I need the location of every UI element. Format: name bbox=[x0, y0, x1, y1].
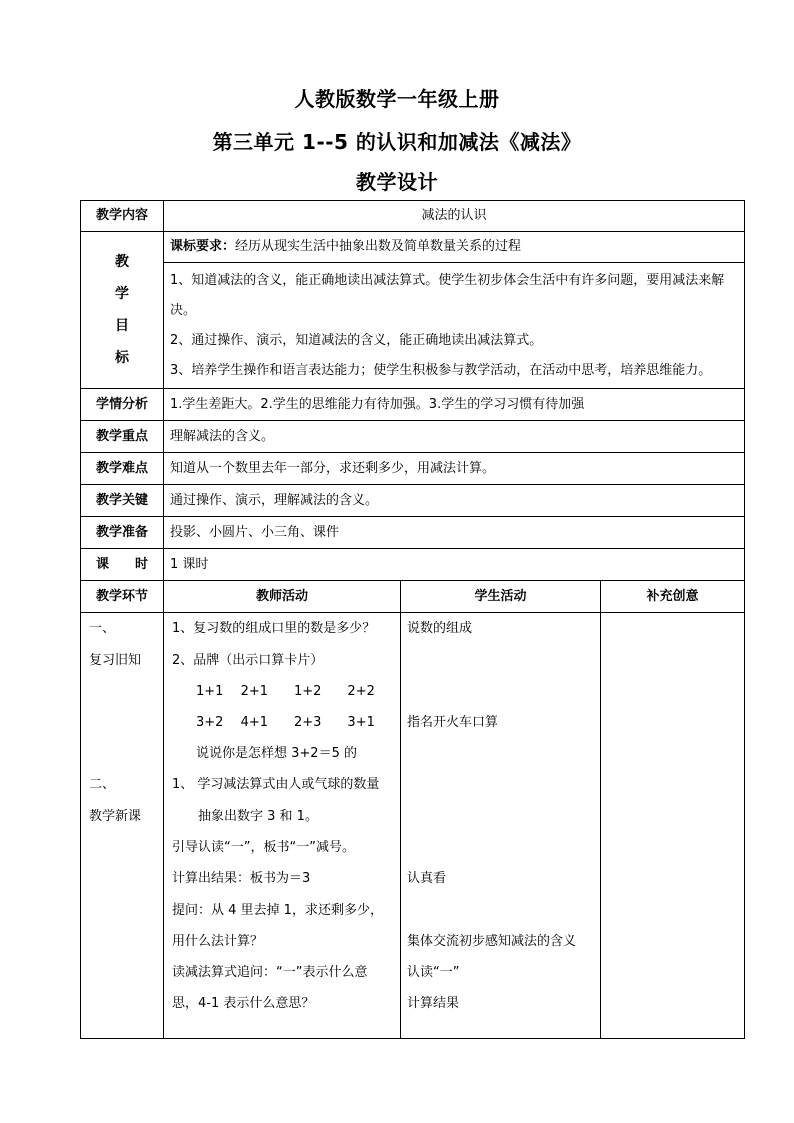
teacher-line: 用什么法计算？ bbox=[172, 934, 264, 949]
row-prep bbox=[81, 517, 745, 549]
stage-label: 教学新课 bbox=[89, 809, 142, 824]
value-analysis: 1.学生差距大。2.学生的思维能力有待加强。3.学生的学习习惯有待加强 bbox=[164, 389, 745, 421]
header-extra: 补充创意 bbox=[601, 581, 745, 613]
label-key: 教学重点 bbox=[81, 421, 164, 453]
stage-column bbox=[81, 613, 164, 1039]
teacher-line: 读减法算式追问：“一”表示什么意 bbox=[172, 965, 368, 980]
row-process-header bbox=[81, 581, 745, 613]
row-process bbox=[81, 613, 745, 1039]
teacher-line: 抽象出数字 3 和 1。 bbox=[198, 809, 318, 824]
lesson-table bbox=[80, 200, 745, 1039]
teacher-line: 1、复习数的组成口里的数是多少？ bbox=[172, 621, 376, 636]
standard-text: 经历从现实生活中抽象出数及简单数量关系的过程 bbox=[235, 239, 522, 254]
teacher-line: 计算出结果：板书为＝3 bbox=[172, 871, 311, 886]
goal-char: 学 bbox=[115, 286, 129, 302]
standard-label: 课标要求： bbox=[170, 239, 236, 254]
header-student: 学生活动 bbox=[401, 581, 601, 613]
value-key: 理解减法的含义。 bbox=[164, 421, 745, 453]
student-line: 集体交流初步感知减法的含义 bbox=[407, 934, 577, 949]
student-line: 计算结果 bbox=[407, 996, 460, 1011]
goals-cell bbox=[164, 263, 745, 389]
value-difficulty: 知道从一个数里去年一部分，求还剩多少，用减法计算。 bbox=[164, 453, 745, 485]
label-analysis: 学情分析 bbox=[81, 389, 164, 421]
row-goals bbox=[81, 263, 745, 389]
extra-column bbox=[601, 613, 745, 1039]
row-analysis bbox=[81, 389, 745, 421]
student-line: 认读“一” bbox=[407, 965, 460, 980]
stage-label: 二、 bbox=[89, 777, 116, 792]
goal-char: 标 bbox=[115, 350, 129, 366]
row-difficulty bbox=[81, 453, 745, 485]
student-line: 指名开火车口算 bbox=[407, 715, 499, 730]
goal-item: 1、知道减法的含义，能正确地读出减法算式。使学生初步体会生活中有许多问题，要用减法来解决。 bbox=[170, 272, 725, 318]
goal-char: 目 bbox=[115, 318, 129, 334]
row-key bbox=[81, 421, 745, 453]
doc-subtitle: 第三单元 1--5 的认识和加减法《减法》 bbox=[212, 130, 582, 154]
teacher-line: 提问：从 4 里去掉 1，求还剩多少， bbox=[172, 903, 383, 918]
doc-heading: 教学设计 bbox=[356, 170, 438, 194]
student-line: 说数的组成 bbox=[407, 621, 473, 636]
teacher-line: 1+1 2+1 1+2 2+2 bbox=[196, 684, 375, 699]
goal-char: 教 bbox=[115, 254, 129, 270]
label-time: 课 时 bbox=[81, 549, 164, 581]
teacher-line: 2、品牌（出示口算卡片） bbox=[172, 653, 324, 668]
header-teacher: 教师活动 bbox=[164, 581, 401, 613]
teacher-line: 思，4-1 表示什么意思？ bbox=[172, 996, 315, 1011]
goal-item: 3、培养学生操作和语言表达能力；使学生积极参与教学活动，在活动中思考，培养思维能力。 bbox=[170, 362, 712, 378]
value-time: 1 课时 bbox=[164, 549, 745, 581]
student-column bbox=[401, 613, 601, 1039]
doc-title: 人教版数学一年级上册 bbox=[294, 87, 500, 111]
teacher-line: 说说你是怎样想 3+2＝5 的 bbox=[196, 746, 357, 761]
stage-label: 复习旧知 bbox=[89, 653, 142, 668]
teacher-line: 1、 学习减法算式由人或气球的数量 bbox=[172, 777, 380, 792]
row-crux bbox=[81, 485, 745, 517]
row-time bbox=[81, 549, 745, 581]
teacher-line: 3+2 4+1 2+3 3+1 bbox=[196, 715, 375, 730]
student-line: 认真看 bbox=[407, 871, 447, 886]
row-content bbox=[81, 201, 745, 232]
teacher-line: 引导认读“一”，板书“一”减号。 bbox=[172, 840, 355, 855]
goal-item: 2、通过操作、演示，知道减法的含义，能正确地读出减法算式。 bbox=[170, 332, 543, 348]
standard-cell bbox=[164, 232, 745, 263]
row-standard bbox=[81, 232, 745, 263]
label-difficulty: 教学难点 bbox=[81, 453, 164, 485]
label-prep: 教学准备 bbox=[81, 517, 164, 549]
stage-label: 一、 bbox=[89, 621, 116, 636]
teacher-column bbox=[164, 613, 401, 1039]
label-crux: 教学关键 bbox=[81, 485, 164, 517]
value-content: 减法的认识 bbox=[164, 201, 745, 232]
goals-label bbox=[81, 232, 164, 389]
header-stage: 教学环节 bbox=[81, 581, 164, 613]
value-crux: 通过操作、演示，理解减法的含义。 bbox=[164, 485, 745, 517]
value-prep: 投影、小圆片、小三角、课件 bbox=[164, 517, 745, 549]
label-content: 教学内容 bbox=[81, 201, 164, 232]
